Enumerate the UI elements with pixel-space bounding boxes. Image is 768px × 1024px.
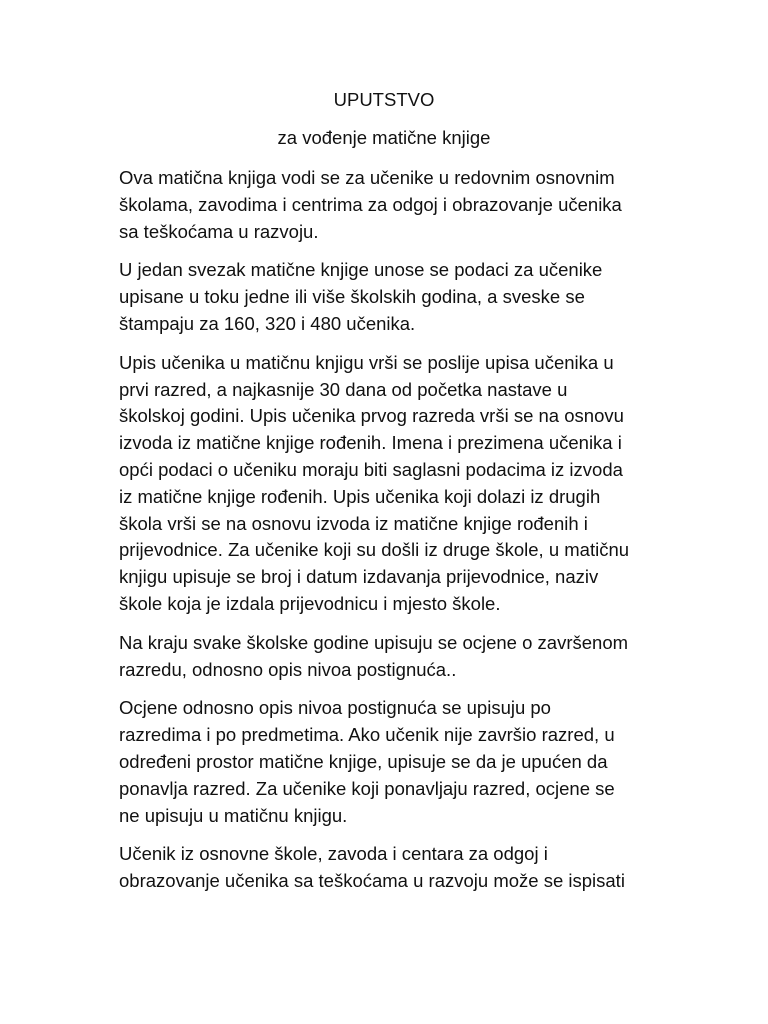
document-body — [119, 165, 679, 907]
text-line: Učenik iz osnovne škole, zavoda i centara za odgoj i — [119, 843, 548, 865]
text-line: školama, zavodima i centrima za odgoj i obrazovanje učenika — [119, 193, 622, 215]
text-line: knjigu upisuje se broj i datum izdavanja prijevodnice, naziv — [119, 566, 599, 588]
paragraph — [119, 630, 679, 684]
document-title: UPUTSTVO — [333, 89, 435, 110]
text-line: razredu, odnosno opis nivoa postignuća.. — [119, 658, 457, 680]
document-subtitle: za vođenje matične knjige — [277, 127, 491, 148]
text-line: upisane u toku jedne ili više školskih godina, a sveske se — [119, 286, 585, 308]
text-line: ponavlja razred. Za učenike koji ponavljaju razred, ocjene se — [119, 777, 615, 799]
text-line: školskoj godini. Upis učenika prvog razreda vrši se na osnovu — [119, 405, 624, 427]
text-line: prvi razred, a najkasnije 30 dana od početka nastave u — [119, 378, 568, 400]
text-line: ne upisuju u matičnu knjigu. — [119, 804, 348, 826]
paragraph — [119, 350, 679, 618]
paragraph — [119, 695, 679, 829]
text-line: obrazovanje učenika sa teškoćama u razvoju može se ispisati — [119, 870, 625, 892]
text-line: razredima i po predmetima. Ako učenik nije završio razred, u — [119, 724, 615, 746]
text-line: Upis učenika u matičnu knjigu vrši se poslije upisa učenika u — [119, 351, 614, 373]
text-line: opći podaci o učeniku moraju biti saglasni podacima iz izvoda — [119, 458, 623, 480]
text-line: škole koja je izdala prijevodnicu i mjesto škole. — [119, 592, 501, 614]
paragraph — [119, 841, 679, 895]
text-line: prijevodnice. Za učenike koji su došli iz druge škole, u matičnu — [119, 539, 630, 561]
paragraph — [119, 165, 679, 245]
text-line: Ocjene odnosno opis nivoa postignuća se upisuju po — [119, 697, 551, 719]
text-line: Ova matična knjiga vodi se za učenike u redovnim osnovnim — [119, 167, 615, 188]
text-line: iz matične knjige rođenih. Upis učenika koji dolazi iz drugih — [119, 485, 601, 507]
text-line: sa teškoćama u razvoju. — [119, 220, 319, 242]
text-line: određeni prostor matične knjige, upisuje se da je upućen da — [119, 750, 608, 772]
text-line: štampaju za 160, 320 i 480 učenika. — [119, 312, 416, 334]
text-line: škola vrši se na osnovu izvoda iz matične knjige rođenih i — [119, 512, 588, 534]
paragraph — [119, 257, 679, 337]
text-line: Na kraju svake školske godine upisuju se ocjene o završenom — [119, 631, 629, 653]
text-line: izvoda iz matične knjige rođenih. Imena i prezimena učenika i — [119, 432, 622, 454]
text-line: U jedan svezak matične knjige unose se podaci za učenike — [119, 259, 603, 281]
